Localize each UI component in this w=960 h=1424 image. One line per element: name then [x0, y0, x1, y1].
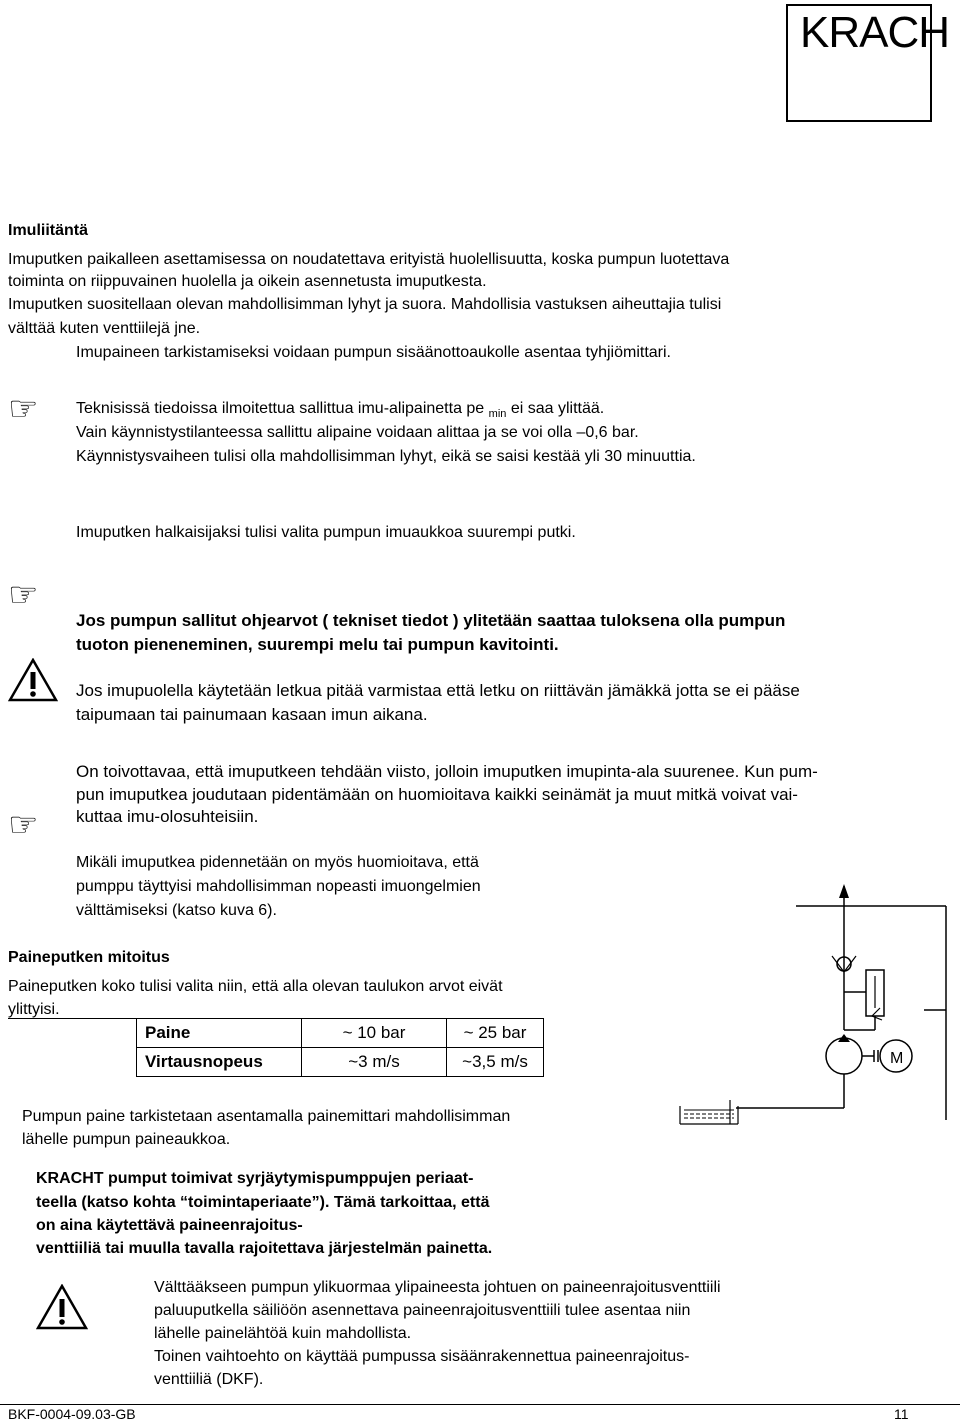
pidennys-line: Mikäli imuputkea pidennetään on myös huomioitava, että — [76, 854, 479, 871]
logo — [786, 4, 950, 122]
table-cell: ~3 m/s — [302, 1048, 447, 1077]
ylikuorma-line: Toinen vaihtoehto on käyttää pumpussa sisäänrakennettua paineenrajoitus- — [154, 1348, 690, 1365]
table-cell: Paine — [137, 1019, 302, 1048]
bold-warning-line: Jos pumpun sallitut ohjearvot ( tekniset tiedot ) ylitetään saattaa tuloksena olla pumpun — [76, 611, 786, 630]
pointing-hand-icon: ☞ — [8, 805, 39, 845]
kracht-line: teella (katso kohta “toimintaperiaate”). Tämä tarkoittaa, että — [36, 1194, 490, 1211]
note-text: ei saa ylittää. — [506, 400, 605, 417]
kracht-line: on aina käytettävä paineenrajoitus- — [36, 1217, 303, 1234]
logo-text: KRACH — [800, 8, 950, 57]
ylikuorma-line: Välttääkseen pumpun ylikuormaa ylipaineesta johtuen on paineenrajoitusventtiili — [154, 1279, 721, 1296]
warning-icon — [8, 658, 58, 702]
section-title-imu: Imuliitäntä — [8, 222, 89, 239]
table-spacer — [8, 1048, 137, 1077]
ylikuorma-line: venttiiliä (DKF). — [154, 1371, 264, 1388]
pidennys-line: välttämiseksi (katso kuva 6). — [76, 902, 277, 919]
note-line: Käynnistysvaiheen tulisi olla mahdollisimman lyhyt, eikä se saisi kestää yli 30 minuuttia. — [76, 448, 696, 465]
section-title-paine: Paineputken mitoitus — [8, 949, 170, 966]
imu-line: välttää kuten venttiilejä jne. — [8, 320, 201, 337]
imu-line: Imuputken suositellaan olevan mahdollisimman lyhyt ja suora. Mahdollisia vastuksen aiheuttajia tulisi — [8, 296, 722, 313]
document-id: BKF-0004-09.03-GB — [8, 1406, 136, 1422]
pressure-table — [8, 1018, 544, 1077]
footer-rule — [0, 1404, 960, 1405]
letku-line: Jos imupuolella käytetään letkua pitää varmistaa että letku on riittävän jämäkkä jotta se ei pääse — [76, 681, 800, 700]
warning-icon — [36, 1284, 88, 1330]
imu-line: toiminta on riippuvainen huolella ja oikein asennetusta imuputkesta. — [8, 273, 487, 290]
note-text: Teknisissä tiedoissa ilmoitettua sallittua imu-alipainetta pe — [76, 400, 489, 417]
note-line: Vain käynnistystilanteessa sallittu alipaine voidaan alittaa ja se voi olla –0,6 bar. — [76, 424, 639, 441]
viisto-line: pun imuputkea joudutaan pidentämään on huomioitava kaikki seinämät ja muut mitkä voivat vai- — [76, 785, 798, 804]
table-row — [8, 1048, 544, 1077]
motor-label: M — [890, 1050, 904, 1067]
arrow-up-icon — [839, 884, 849, 898]
mittari-line: Pumpun paine tarkistetaan asentamalla painemittari mahdollisimman — [22, 1108, 511, 1125]
pump-icon — [826, 1038, 862, 1074]
table-cell: ~ 25 bar — [447, 1019, 544, 1048]
table-cell: ~ 10 bar — [302, 1019, 447, 1048]
viisto-line: On toivottavaa, että imuputkeen tehdään viisto, jolloin imuputken imupinta-ala suurenee. Kun pum- — [76, 762, 818, 781]
page-number: 11 — [894, 1406, 909, 1422]
pointing-hand-icon: ☞ — [8, 575, 39, 615]
bold-warning-line: tuoton pieneneminen, suurempi melu tai pumpun kavitointi. — [76, 635, 559, 654]
viisto-line: kuttaa imu-olosuhteisiin. — [76, 807, 259, 826]
table-cell: Virtausnopeus — [137, 1048, 302, 1077]
ylikuorma-line: paluuputkella säiliöön asennettava paineenrajoitusventtiili tulee asentaa niin — [154, 1302, 691, 1319]
kracht-line: KRACHT pumput toimivat syrjäytymispumppujen periaat- — [36, 1170, 474, 1187]
imu-line: Imupaineen tarkistamiseksi voidaan pumpun sisäänottoaukolle asentaa tyhjiömittari. — [76, 344, 671, 361]
table-spacer — [8, 1019, 137, 1048]
note-line — [76, 398, 604, 425]
ylikuorma-line: lähelle painelähtöä kuin mahdollista. — [154, 1325, 412, 1342]
paine-line: ylittyisi. — [8, 1001, 60, 1018]
mittari-line: lähelle pumpun paineaukkoa. — [22, 1131, 231, 1148]
pidennys-line: pumppu täyttyisi mahdollisimman nopeasti imuongelmien — [76, 878, 481, 895]
imu-line: Imuputken paikalleen asettamisessa on noudatettava erityistä huolellisuutta, koska pumpun luotettava — [8, 251, 730, 268]
pointing-hand-icon: ☞ — [8, 389, 39, 429]
paine-line: Paineputken koko tulisi valita niin, että alla olevan taulukon arvot eivät — [8, 978, 503, 995]
table-cell: ~3,5 m/s — [447, 1048, 544, 1077]
table-row — [8, 1019, 544, 1048]
subscript-min: min — [488, 408, 507, 420]
hydraulic-circuit-diagram — [676, 880, 956, 1140]
kracht-line: venttiiliä tai muulla tavalla rajoitettava järjestelmän painetta. — [36, 1240, 493, 1257]
letku-line: taipumaan tai painumaan kasaan imun aikana. — [76, 705, 428, 724]
halkaisija-text: Imuputken halkaisijaksi tulisi valita pumpun imuaukkoa suurempi putki. — [76, 524, 576, 541]
